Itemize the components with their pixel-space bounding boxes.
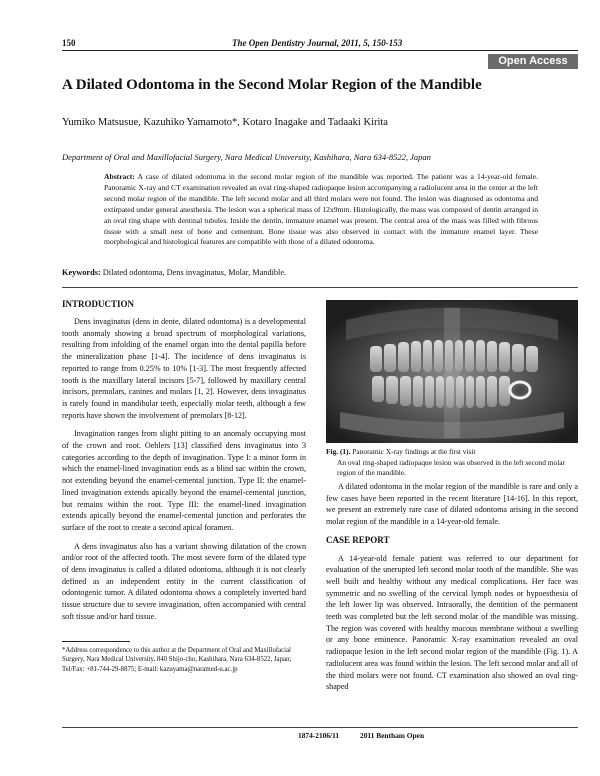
- introduction-heading: INTRODUCTION: [62, 299, 135, 309]
- article-title: A Dilated Odontoma in the Second Molar Region of the Mandible: [62, 77, 482, 93]
- keywords-label: Keywords:: [62, 268, 101, 277]
- abstract: [104, 172, 538, 248]
- figure-title: Panoramic X-ray findings at the first visit: [352, 447, 476, 456]
- issn: 1874-2106/11: [298, 731, 340, 740]
- case-report-paragraph: A 14-year-old female patient was referred to our department for evaluation of the unerupted left second molar tooth of the mandible. She was well built and healthy without any medical complications. Her face was symmetric and no swelling of the cervical lymph nodes or hypoesthesia of the left lower lip was observed. Intraorally, the dentition of the permanent teeth was completed but the left second molar of the mandible was missing. The region was covered with healthy mucous membrane without a swelling or any bone eminence. Panoramic X-ray examination revealed an oval radiopaque lesion in the left second molar region of the mandible (Fig. 1). A radiolucent area was found within the lesion. The left second molar and all of the third molars were not found. CT examination also showed an oval ring-shaped: [326, 553, 578, 692]
- keywords-text: Dilated odontoma, Dens invaginatus, Molar, Mandible.: [102, 268, 287, 277]
- journal-citation: The Open Dentistry Journal, 2011, 5, 150-153: [232, 38, 403, 48]
- publisher: 2011 Bentham Open: [360, 731, 425, 740]
- footnote-rule: [62, 641, 130, 642]
- header-rule: [62, 50, 578, 51]
- open-access-badge: Open Access: [488, 54, 578, 69]
- footer-rule: [62, 727, 578, 728]
- correspondence-footnote: *Address correspondence to this author at the Department of Oral and Maxillofacial Surgery, Nara Medical University, 840 Shijo-cho, Kashihara, Nara 634-8522, Japan; Tel/Fax: +81-744-29-8875; E-mail: kazuyama@naramed-u.ac.jp: [62, 647, 292, 673]
- figure-caption: [326, 447, 578, 479]
- left-column: [62, 316, 306, 630]
- intro-paragraph-1: Dens invaginatus (dens in dente, dilated odontoma) is a developmental tooth anomaly showing a broad spectrum of morphological variations, resulting from infolding of the enamel organ into the dental papilla before the mineralization phase [1-4]. The incidence of dens invaginatus is reported to range from 0.25% to 10% [1-3]. The most frequently affected tooth is the maxillary lateral incisors [5-7], followed by maxillary central incisors, premolars, canines and molars [1, 2]. However, dens invaginatus is rarely found in mandibular teeth, especially molar teeth, although a few reports have shown the involvement of premolars [8-12].: [62, 317, 306, 420]
- abstract-label: Abstract:: [104, 172, 135, 181]
- right-paragraph-1: A dilated odontoma in the molar region of the mandible is rare and only a few cases have been reported in the recent literature [14-16]. In this report, we present an extremely rare case of dilated odontoma arising in the second molar region of the mandible in a 14-year-old female.: [326, 482, 578, 527]
- intro-paragraph-2: Invagination ranges from slight pitting to an anomaly occupying most of the crown and root. Oehlers [13] classified dens invaginatus into 3 categories according to the depth of invagination. Type I: a minor form in which the enamel-lined invagination ends as a blind sac within the crown, not extending beyond the enamel-cemental junction. Type II: the enamel-lined invagination extends apically beyond the enamel-cemental junction, but remains within the root. Type III: the enamel-lined invagination extends apically beyond the enamel-cemental junction and perforates the surface of the root to create a second apical foramen.: [62, 429, 306, 532]
- figure-caption-text: An oval ring-shaped radiopaque lesion was observed in the left second molar region of the mandible.: [337, 457, 566, 477]
- affiliation: Department of Oral and Maxillofacial Surgery, Nara Medical University, Kashihara, Nara 634-8522, Japan: [62, 152, 431, 162]
- author-list: Yumiko Matsusue, Kazuhiko Yamamoto*, Kotaro Inagake and Tadaaki Kirita: [62, 117, 388, 128]
- right-column: [326, 481, 578, 700]
- section-rule: [62, 287, 578, 288]
- abstract-text: A case of dilated odontoma in the second molar region of the mandible was reported. The patient was a 14-year-old female. Panoramic X-ray and CT examination revealed an oval ring-shaped radiopaque lesion accompanying a radiolucent area in the center at the left second molar region of the mandible. The left second molar and all third molars were not found. The lesion was diagnosed as odontoma and extirpated under general anesthesia. The lesion was a spherical mass of 12x9mm. Histologically, the mass was composed of dentin arranged in an oval ring shape with dentinal tubules. Inside the dentin, immature enamel was present. The central area of the mass was filled with fibrous tissue with a small nest of bone and cementum. Bone tissue was also observed in contact with the immature enamel layer. These morphological and histological features are compatible with those of a dilated odontoma.: [104, 172, 538, 247]
- panoramic-xray-image: [326, 300, 578, 443]
- case-report-heading: CASE REPORT: [326, 534, 390, 545]
- page-number: 150: [62, 38, 76, 48]
- keywords: [62, 268, 286, 277]
- intro-paragraph-3: A dens invaginatus also has a variant showing dilatation of the crown and/or root of the affected tooth. The most severe form of the dilated type of dens invaginatus is called a dilated odontoma, although it is not clearly defined as an independent entity in the current classification of odontogenic tumor. A dilated odontoma shows a completely inverted hard tissue structure due to severe invagination, often accompanied with central soft tissue and/or hard tissue.: [62, 541, 306, 621]
- figure-label: Fig. (1).: [326, 447, 351, 456]
